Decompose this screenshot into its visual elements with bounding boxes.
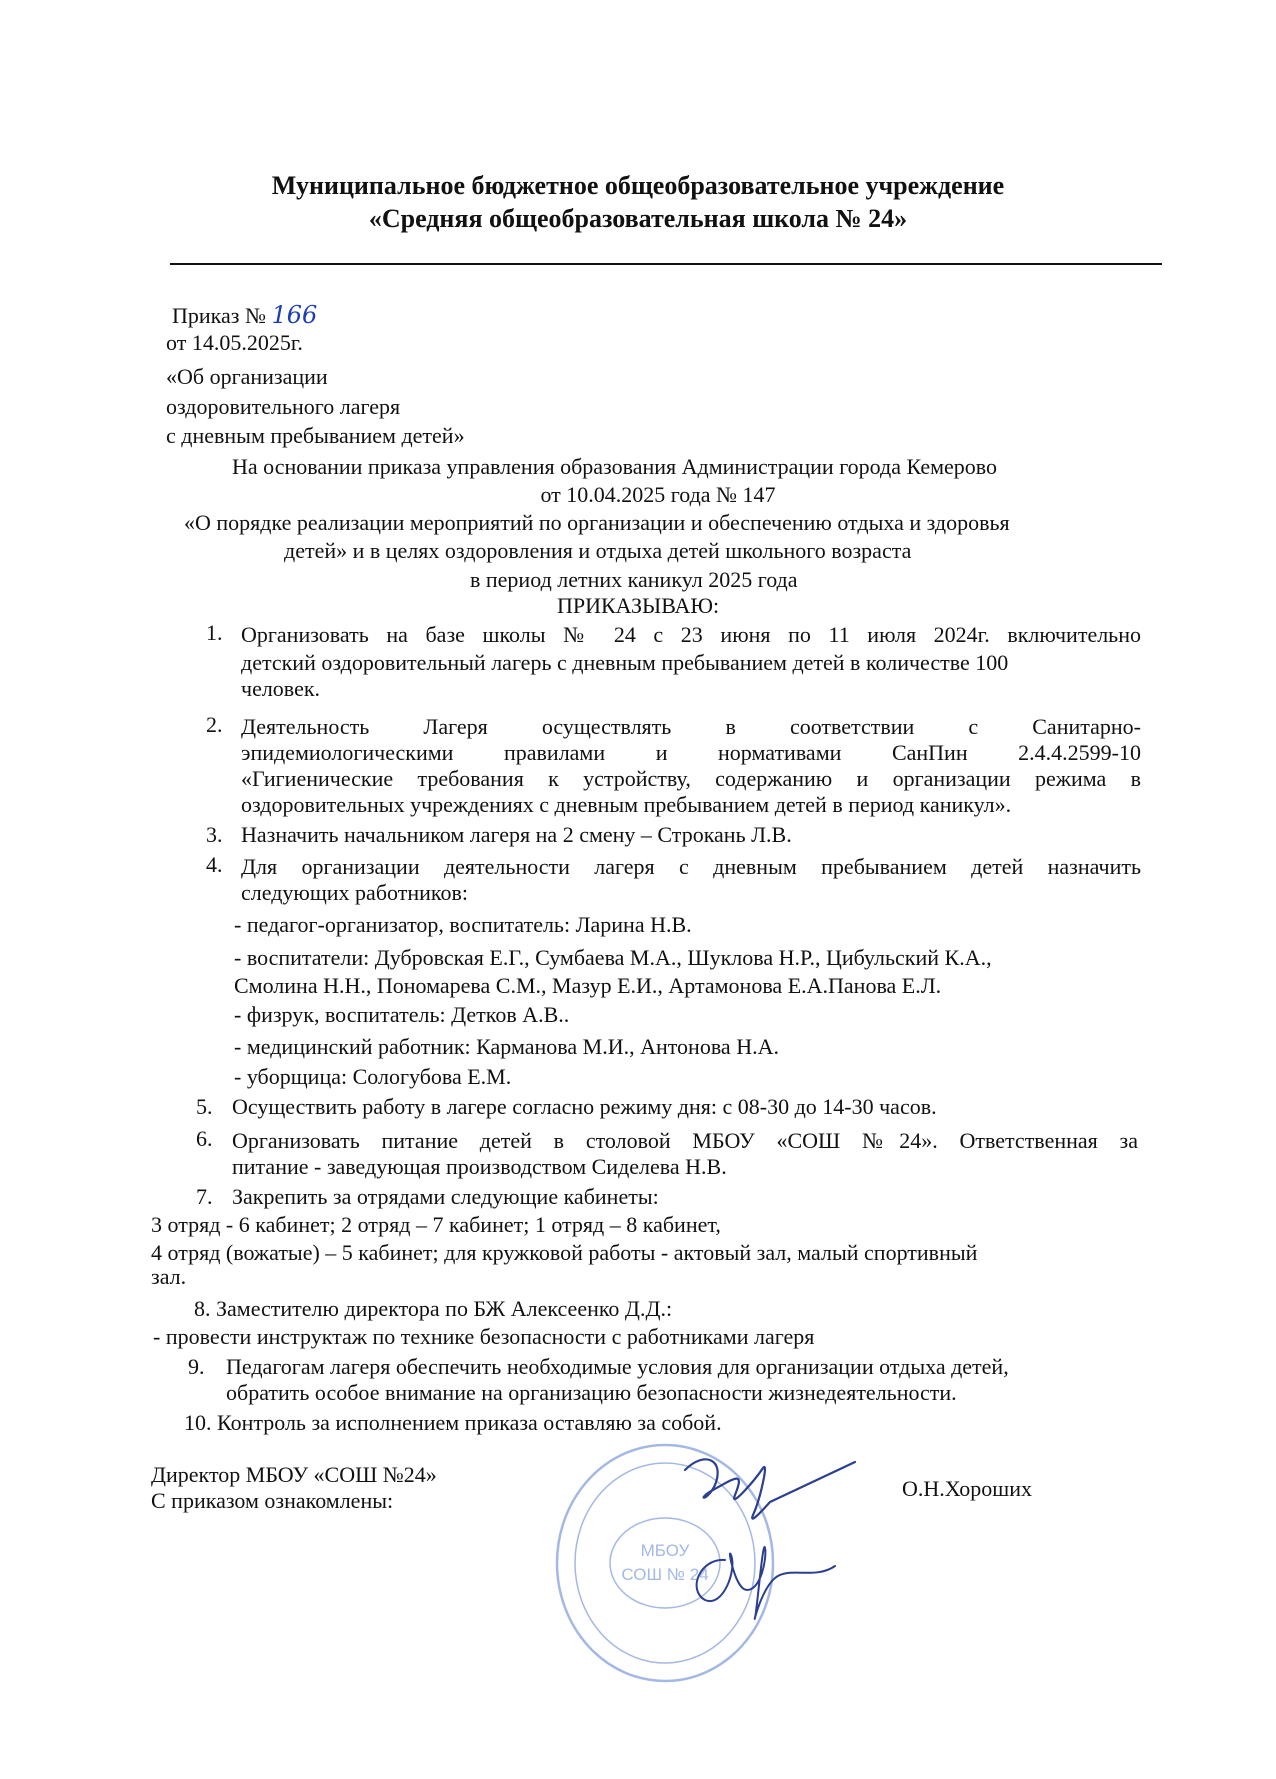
stamp-line1: МБОУ bbox=[640, 1541, 690, 1560]
basis-line5: в период летних каникул 2025 года bbox=[470, 567, 798, 592]
order-number bbox=[172, 302, 317, 329]
item-5-number: 5. bbox=[196, 1094, 213, 1119]
item-7-cont-line1: 3 отряд - 6 кабинет; 2 отряд – 7 кабинет; 1 отряд – 8 кабинет, bbox=[151, 1212, 721, 1237]
basis-line3: «О порядке реализации мероприятий по организации и обеспечению отдыха и здоровья bbox=[184, 510, 1010, 535]
item-5-text: Осуществить работу в лагере согласно режиму дня: с 08-30 до 14-30 часов. bbox=[232, 1094, 937, 1119]
stamp-line2: СОШ № 24 bbox=[621, 1565, 709, 1584]
institution-name-line1: Муниципальное бюджетное общеобразовательное учреждение bbox=[271, 171, 1005, 200]
director-signature bbox=[665, 1440, 870, 1625]
acquainted-label: С приказом ознакомлены: bbox=[151, 1488, 394, 1513]
header-divider bbox=[170, 263, 1162, 265]
item-4-line5: Смолина Н.Н., Пономарева С.М., Мазур Е.И., Артамонова Е.А.Панова Е.Л. bbox=[234, 973, 942, 998]
basis-line4: детей» и в целях оздоровления и отдыха детей школьного возраста bbox=[284, 538, 912, 563]
item-6-number: 6. bbox=[196, 1126, 213, 1151]
item-3-number: 3. bbox=[206, 822, 223, 847]
item-8-text: 8. Заместителю директора по БЖ Алексеенко Д.Д.: bbox=[194, 1296, 673, 1321]
item-2-line1: Деятельность Лагеря осуществлять в соответствии с Санитарно- bbox=[241, 714, 1141, 739]
director-name: О.Н.Хороших bbox=[902, 1476, 1032, 1501]
item-1-line1: Организовать на базе школы № 24 с 23 июня по 11 июля 2024г. включительно bbox=[241, 622, 1141, 647]
order-date: от 14.05.2025г. bbox=[166, 330, 303, 355]
director-title: Директор МБОУ «СОШ №24» bbox=[151, 1462, 437, 1487]
item-9-line1: Педагогам лагеря обеспечить необходимые условия для организации отдыха детей, bbox=[226, 1354, 1009, 1379]
item-9-line2: обратить особое внимание на организацию безопасности жизнедеятельности. bbox=[226, 1380, 957, 1405]
item-7-text: Закрепить за отрядами следующие кабинеты: bbox=[232, 1184, 659, 1209]
item-10-text: 10. Контроль за исполнением приказа оставляю за собой. bbox=[184, 1410, 722, 1435]
item-2-line2: эпидемиологическими правилами и нормативами СанПин 2.4.4.2599-10 bbox=[241, 740, 1141, 765]
item-4-line7: - медицинский работник: Карманова М.И., Антонова Н.А. bbox=[234, 1034, 779, 1059]
item-1-line2: детский оздоровительный лагерь с дневным пребыванием детей в количестве 100 bbox=[241, 650, 1009, 675]
item-4-line8: - уборщица: Сологубова Е.М. bbox=[234, 1064, 512, 1089]
item-3-text: Назначить начальником лагеря на 2 смену – Строкань Л.В. bbox=[241, 822, 792, 847]
item-4-number: 4. bbox=[206, 852, 223, 877]
item-4-line4: - воспитатели: Дубровская Е.Г., Сумбаева М.А., Шуклова Н.Р., Цибульский К.А., bbox=[234, 945, 992, 970]
order-number-label: Приказ № bbox=[172, 303, 266, 328]
item-4-line6: - физрук, воспитатель: Детков А.В.. bbox=[234, 1002, 570, 1027]
basis-line1: На основании приказа управления образования Администрации города Кемерово bbox=[232, 454, 998, 479]
order-title-line1: «Об организации bbox=[166, 364, 328, 389]
item-9-number: 9. bbox=[188, 1354, 205, 1379]
item-7-number: 7. bbox=[196, 1184, 213, 1209]
item-2-line4: оздоровительных учреждениях с дневным пребыванием детей в период каникул». bbox=[241, 792, 1012, 817]
item-1-line3: человек. bbox=[241, 676, 321, 701]
item-6-line1: Организовать питание детей в столовой МБОУ «СОШ №24». Ответственная за bbox=[232, 1128, 1138, 1153]
basis-line2: от 10.04.2025 года № 147 bbox=[540, 482, 776, 507]
item-2-number: 2. bbox=[206, 712, 223, 737]
institution-name-line2: «Средняя общеобразовательная школа № 24» bbox=[368, 204, 908, 233]
order-title-line2: оздоровительного лагеря bbox=[166, 394, 401, 419]
item-1-number: 1. bbox=[206, 620, 223, 645]
order-title-line3: с дневным пребыванием детей» bbox=[166, 423, 465, 448]
orders-word: ПРИКАЗЫВАЮ: bbox=[557, 593, 720, 618]
item-4-line3: - педагог-организатор, воспитатель: Ларина Н.В. bbox=[234, 912, 692, 937]
item-4-line1: Для организации деятельности лагеря с дневным пребыванием детей назначить bbox=[241, 854, 1141, 879]
item-4-line2: следующих работников: bbox=[241, 880, 468, 905]
order-number-handwritten: 166 bbox=[271, 301, 318, 329]
item-8-sub: - провести инструктаж по технике безопасности с работниками лагеря bbox=[153, 1324, 815, 1349]
item-2-line3: «Гигиенические требования к устройству, содержанию и организации режима в bbox=[241, 766, 1141, 791]
item-6-line2: питание - заведующая производством Сиделева Н.В. bbox=[232, 1154, 727, 1179]
item-7-cont-line3: зал. bbox=[151, 1264, 187, 1289]
item-7-cont-line2: 4 отряд (вожатые) – 5 кабинет; для кружковой работы - актовый зал, малый спортивный bbox=[151, 1240, 978, 1265]
